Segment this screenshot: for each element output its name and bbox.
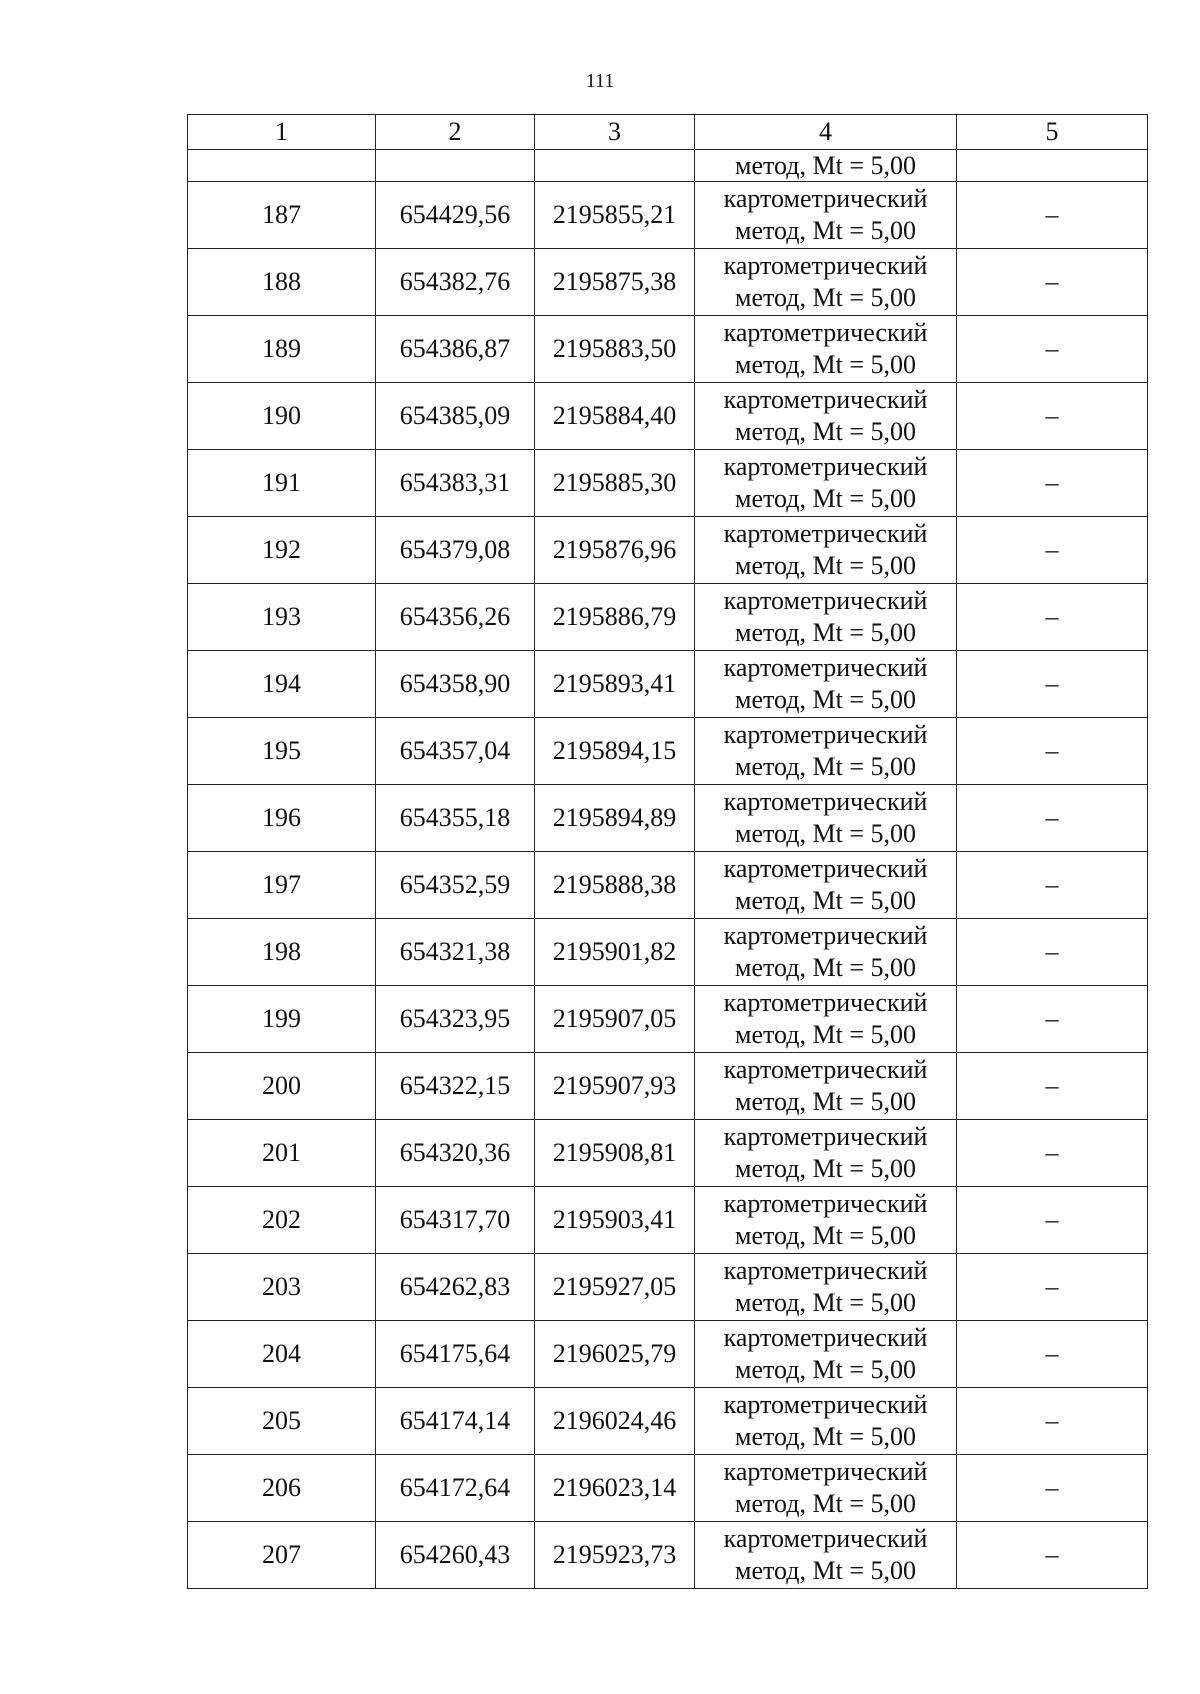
x-coordinate-cell: 654429,56 <box>376 182 535 249</box>
method-cell <box>695 249 957 316</box>
x-coordinate-cell: 654322,15 <box>376 1053 535 1120</box>
method-cell <box>695 852 957 919</box>
method-line-1: картометрический <box>723 653 928 682</box>
method-line-1: картометрический <box>723 452 928 481</box>
page-number: 111 <box>585 70 615 92</box>
table-row <box>188 1522 1148 1589</box>
table-row <box>188 718 1148 785</box>
y-coordinate-cell: 2195884,40 <box>535 383 695 450</box>
note-cell: – <box>957 383 1148 450</box>
x-coordinate-cell: 654355,18 <box>376 785 535 852</box>
method-line-2: метод, Mt = 5,00 <box>735 484 916 513</box>
method-line-1: картометрический <box>723 1390 928 1419</box>
method-line-2: метод, Mt = 5,00 <box>735 417 916 446</box>
method-cell <box>695 785 957 852</box>
x-coordinate-cell: 654358,90 <box>376 651 535 718</box>
method-line-1: картометрический <box>723 921 928 950</box>
table-row <box>188 249 1148 316</box>
note-cell: – <box>957 919 1148 986</box>
table-row <box>188 450 1148 517</box>
method-line-2: метод, Mt = 5,00 <box>735 551 916 580</box>
method-cell <box>695 1120 957 1187</box>
method-line-1: картометрический <box>723 787 928 816</box>
x-coordinate-cell: 654323,95 <box>376 986 535 1053</box>
point-number-cell: 193 <box>188 584 376 651</box>
method-line-1: картометрический <box>723 720 928 749</box>
note-cell: – <box>957 1120 1148 1187</box>
method-cell <box>695 1455 957 1522</box>
point-number-cell: 191 <box>188 450 376 517</box>
continuation-cell-2 <box>376 150 535 182</box>
y-coordinate-cell: 2195901,82 <box>535 919 695 986</box>
method-line-2: метод, Mt = 5,00 <box>735 1489 916 1518</box>
y-coordinate-cell: 2195894,15 <box>535 718 695 785</box>
x-coordinate-cell: 654385,09 <box>376 383 535 450</box>
x-coordinate-cell: 654174,14 <box>376 1388 535 1455</box>
table-row <box>188 1187 1148 1254</box>
y-coordinate-cell: 2195876,96 <box>535 517 695 584</box>
y-coordinate-cell: 2195888,38 <box>535 852 695 919</box>
y-coordinate-cell: 2195907,93 <box>535 1053 695 1120</box>
x-coordinate-cell: 654172,64 <box>376 1455 535 1522</box>
point-number-cell: 192 <box>188 517 376 584</box>
point-number-cell: 187 <box>188 182 376 249</box>
y-coordinate-cell: 2195908,81 <box>535 1120 695 1187</box>
column-header-1: 1 <box>188 115 376 150</box>
table-header-row <box>188 115 1148 150</box>
x-coordinate-cell: 654357,04 <box>376 718 535 785</box>
continuation-cell-3 <box>535 150 695 182</box>
point-number-cell: 195 <box>188 718 376 785</box>
x-coordinate-cell: 654382,76 <box>376 249 535 316</box>
method-line-2: метод, Mt = 5,00 <box>735 886 916 915</box>
method-cell <box>695 919 957 986</box>
x-coordinate-cell: 654356,26 <box>376 584 535 651</box>
x-coordinate-cell: 654383,31 <box>376 450 535 517</box>
point-number-cell: 207 <box>188 1522 376 1589</box>
method-line-1: картометрический <box>723 988 928 1017</box>
method-cell <box>695 1522 957 1589</box>
note-cell: – <box>957 1254 1148 1321</box>
note-cell: – <box>957 249 1148 316</box>
coordinates-table-container <box>187 114 1147 1589</box>
y-coordinate-cell: 2195927,05 <box>535 1254 695 1321</box>
point-number-cell: 190 <box>188 383 376 450</box>
method-cell <box>695 1254 957 1321</box>
x-coordinate-cell: 654260,43 <box>376 1522 535 1589</box>
method-cell <box>695 1053 957 1120</box>
method-line-2: метод, Mt = 5,00 <box>735 685 916 714</box>
y-coordinate-cell: 2196025,79 <box>535 1321 695 1388</box>
method-line-2: метод, Mt = 5,00 <box>735 752 916 781</box>
x-coordinate-cell: 654320,36 <box>376 1120 535 1187</box>
x-coordinate-cell: 654321,38 <box>376 919 535 986</box>
note-cell: – <box>957 584 1148 651</box>
column-header-5: 5 <box>957 115 1148 150</box>
y-coordinate-cell: 2195875,38 <box>535 249 695 316</box>
method-cell <box>695 383 957 450</box>
method-line-2: метод, Mt = 5,00 <box>735 1355 916 1384</box>
y-coordinate-cell: 2195907,05 <box>535 986 695 1053</box>
method-line-1: картометрический <box>723 854 928 883</box>
table-row <box>188 986 1148 1053</box>
method-line-2: метод, Mt = 5,00 <box>735 1020 916 1049</box>
table-row <box>188 316 1148 383</box>
method-line-1: картометрический <box>723 1256 928 1285</box>
point-number-cell: 202 <box>188 1187 376 1254</box>
method-line-2: метод, Mt = 5,00 <box>735 350 916 379</box>
table-row <box>188 584 1148 651</box>
note-cell: – <box>957 1053 1148 1120</box>
note-cell: – <box>957 986 1148 1053</box>
point-number-cell: 205 <box>188 1388 376 1455</box>
method-line-2: метод, Mt = 5,00 <box>735 283 916 312</box>
method-cell <box>695 651 957 718</box>
point-number-cell: 196 <box>188 785 376 852</box>
method-line-2: метод, Mt = 5,00 <box>735 1221 916 1250</box>
y-coordinate-cell: 2195855,21 <box>535 182 695 249</box>
method-line-1: картометрический <box>723 1189 928 1218</box>
table-row <box>188 1053 1148 1120</box>
method-line-2: метод, Mt = 5,00 <box>735 1422 916 1451</box>
y-coordinate-cell: 2195893,41 <box>535 651 695 718</box>
note-cell: – <box>957 785 1148 852</box>
point-number-cell: 197 <box>188 852 376 919</box>
continuation-cell-method: метод, Mt = 5,00 <box>695 150 957 182</box>
method-line-1: картометрический <box>723 586 928 615</box>
y-coordinate-cell: 2196023,14 <box>535 1455 695 1522</box>
column-header-3: 3 <box>535 115 695 150</box>
method-cell <box>695 316 957 383</box>
x-coordinate-cell: 654262,83 <box>376 1254 535 1321</box>
y-coordinate-cell: 2195894,89 <box>535 785 695 852</box>
table-row <box>188 182 1148 249</box>
method-line-1: картометрический <box>723 318 928 347</box>
note-cell: – <box>957 852 1148 919</box>
method-line-2: метод, Mt = 5,00 <box>735 618 916 647</box>
y-coordinate-cell: 2195923,73 <box>535 1522 695 1589</box>
method-cell <box>695 1388 957 1455</box>
table-body <box>188 150 1148 1589</box>
method-cell <box>695 1321 957 1388</box>
method-line-2: метод, Mt = 5,00 <box>735 216 916 245</box>
coordinates-table <box>187 114 1148 1589</box>
y-coordinate-cell: 2195886,79 <box>535 584 695 651</box>
table-row <box>188 383 1148 450</box>
point-number-cell: 198 <box>188 919 376 986</box>
point-number-cell: 194 <box>188 651 376 718</box>
method-line-1: картометрический <box>723 519 928 548</box>
continuation-cell-1 <box>188 150 376 182</box>
method-line-1: картометрический <box>723 184 928 213</box>
y-coordinate-cell: 2195883,50 <box>535 316 695 383</box>
table-row <box>188 1254 1148 1321</box>
point-number-cell: 206 <box>188 1455 376 1522</box>
point-number-cell: 200 <box>188 1053 376 1120</box>
method-cell <box>695 718 957 785</box>
method-line-1: картометрический <box>723 1323 928 1352</box>
method-line-2: метод, Mt = 5,00 <box>735 1288 916 1317</box>
note-cell: – <box>957 1187 1148 1254</box>
table-row <box>188 651 1148 718</box>
point-number-cell: 203 <box>188 1254 376 1321</box>
method-line-1: картометрический <box>723 251 928 280</box>
column-header-4: 4 <box>695 115 957 150</box>
method-line-2: метод, Mt = 5,00 <box>735 1087 916 1116</box>
x-coordinate-cell: 654386,87 <box>376 316 535 383</box>
note-cell: – <box>957 316 1148 383</box>
note-cell: – <box>957 1388 1148 1455</box>
note-cell: – <box>957 517 1148 584</box>
y-coordinate-cell: 2196024,46 <box>535 1388 695 1455</box>
method-line-1: картометрический <box>723 1122 928 1151</box>
table-row <box>188 1321 1148 1388</box>
method-cell <box>695 986 957 1053</box>
table-row <box>188 517 1148 584</box>
note-cell: – <box>957 450 1148 517</box>
method-line-1: картометрический <box>723 1055 928 1084</box>
note-cell: – <box>957 1455 1148 1522</box>
method-cell <box>695 450 957 517</box>
column-header-2: 2 <box>376 115 535 150</box>
table-row <box>188 1455 1148 1522</box>
method-cell <box>695 1187 957 1254</box>
method-line-1: картометрический <box>723 385 928 414</box>
note-cell: – <box>957 1321 1148 1388</box>
x-coordinate-cell: 654317,70 <box>376 1187 535 1254</box>
table-row <box>188 1388 1148 1455</box>
point-number-cell: 199 <box>188 986 376 1053</box>
continuation-cell-5 <box>957 150 1148 182</box>
table-row <box>188 852 1148 919</box>
x-coordinate-cell: 654175,64 <box>376 1321 535 1388</box>
method-line-1: картометрический <box>723 1457 928 1486</box>
continuation-row <box>188 150 1148 182</box>
point-number-cell: 201 <box>188 1120 376 1187</box>
x-coordinate-cell: 654352,59 <box>376 852 535 919</box>
method-line-1: картометрический <box>723 1524 928 1553</box>
point-number-cell: 204 <box>188 1321 376 1388</box>
method-cell <box>695 182 957 249</box>
method-cell <box>695 584 957 651</box>
method-cell <box>695 517 957 584</box>
table-row <box>188 919 1148 986</box>
note-cell: – <box>957 182 1148 249</box>
note-cell: – <box>957 1522 1148 1589</box>
point-number-cell: 188 <box>188 249 376 316</box>
method-line-2: метод, Mt = 5,00 <box>735 1154 916 1183</box>
method-line-2: метод, Mt = 5,00 <box>735 819 916 848</box>
y-coordinate-cell: 2195903,41 <box>535 1187 695 1254</box>
note-cell: – <box>957 651 1148 718</box>
method-line-2: метод, Mt = 5,00 <box>735 1556 916 1585</box>
y-coordinate-cell: 2195885,30 <box>535 450 695 517</box>
point-number-cell: 189 <box>188 316 376 383</box>
x-coordinate-cell: 654379,08 <box>376 517 535 584</box>
method-line-2: метод, Mt = 5,00 <box>735 953 916 982</box>
table-row <box>188 1120 1148 1187</box>
note-cell: – <box>957 718 1148 785</box>
table-row <box>188 785 1148 852</box>
